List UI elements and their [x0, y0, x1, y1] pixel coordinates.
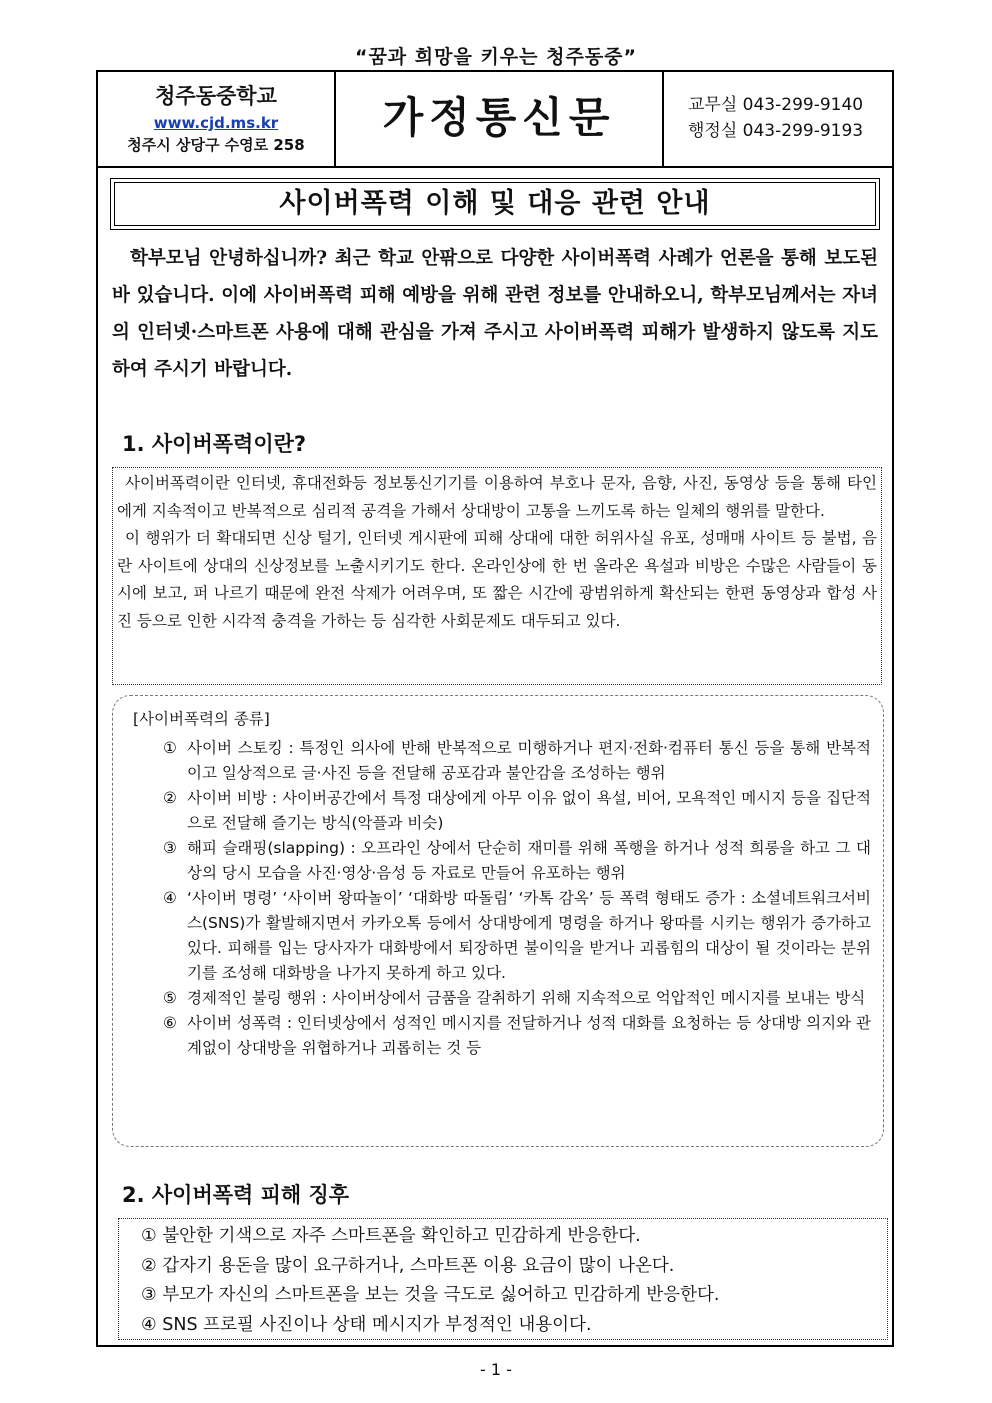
- academic-office-phone: 교무실 043-299-9140: [688, 95, 864, 115]
- definition-paragraph-1: 사이버폭력이란 인터넷, 휴대전화등 정보통신기기를 이용하여 부호나 문자, 음향, 사진, 동영상 등을 통해 타인에게 지속적이고 반복적으로 심리적 공격을 가해서 상대방이 고통을 느끼도록 하는 일체의 행위를 말한다.: [117, 474, 877, 520]
- section-2-heading: 2. 사이버폭력 피해 징후: [122, 1183, 350, 1207]
- school-name: 청주동중학교: [155, 84, 277, 108]
- type-item-text: 사이버 비방 : 사이버공간에서 특정 대상에게 아무 이유 없이 욕설, 비어, 모욕적인 메시지 등을 집단적으로 전달해 즐기는 방식(악플과 비슷): [187, 789, 871, 832]
- contact-info: [688, 92, 863, 144]
- type-item-number: ⑥: [163, 1014, 177, 1032]
- warning-sign-item: ③ 부모가 자신의 스마트폰을 보는 것을 극도로 싫어하고 민감하게 반응한다.: [141, 1285, 720, 1305]
- type-item: [133, 786, 871, 836]
- type-item-text: 사이버 스토킹 : 특정인 의사에 반해 반복적으로 미행하거나 편지·전화·컴퓨터 통신 등을 통해 반복적이고 일상적으로 글·사진 등을 전달해 공포감과 불안감을 조성하는 행위: [187, 739, 871, 782]
- definition-box: [112, 467, 882, 685]
- type-item-text: 경제적인 불링 행위 : 사이버상에서 금품을 갈취하기 위해 지속적으로 억압적인 메시지를 보내는 방식: [187, 989, 866, 1007]
- types-list: [133, 736, 871, 1061]
- intro-paragraph: 학부모님 안녕하십니까? 최근 학교 안팎으로 다양한 사이버폭력 사례가 언론을 통해 보도된 바 있습니다. 이에 사이버폭력 피해 예방을 위해 관련 정보를 안내하오니, 학부모님께서는 자녀의 인터넷·스마트폰 사용에 대해 관심을 가져 주시고 사이버폭력 피해가 발생하지 않도록 지도하여 주시기 바랍니다.: [112, 248, 878, 380]
- type-item-number: ⑤: [163, 989, 177, 1007]
- admin-office-phone: 행정실 043-299-9193: [688, 121, 864, 141]
- type-item: [133, 886, 871, 986]
- type-item-number: ①: [163, 739, 177, 757]
- warning-sign-item: ② 갑자기 용돈을 많이 요구하거나, 스마트폰 이용 요금이 많이 나온다.: [141, 1255, 675, 1276]
- subject-title: 사이버폭력 이해 및 대응 관련 안내: [114, 182, 876, 226]
- type-item-number: ③: [163, 839, 177, 857]
- page-number: - 1 -: [480, 1360, 512, 1379]
- type-item: [133, 1011, 871, 1061]
- definition-paragraph-2: 이 행위가 더 확대되면 신상 털기, 인터넷 게시판에 피해 상대에 대한 허위사실 유포, 성매매 사이트 등 불법, 음란 사이트에 상대의 신상정보를 노출시키기도 한다. 온라인상에 한 번 올라온 욕설과 비방은 수많은 사람들이 동시에 보고, 퍼 나르기 때문에 완전 삭제가 어려우며, 또 짧은 시간에 광범위하게 확산되는 한편 동영상과 합성 사진 등으로 인한 시각적 충격을 가하는 등 심각한 사회문제도 대두되고 있다.: [117, 529, 877, 630]
- type-item-number: ②: [163, 789, 177, 807]
- subject-box: [110, 178, 880, 230]
- school-slogan: “꿈과 희망을 키우는 청주동중”: [354, 46, 638, 68]
- warning-signs-box: [118, 1218, 888, 1340]
- warning-sign-item: ① 불안한 기색으로 자주 스마트폰을 확인하고 민감하게 반응한다.: [141, 1226, 641, 1246]
- document-title: 가정통신문: [336, 72, 664, 166]
- school-address: 청주시 상당구 수영로 258: [127, 136, 305, 154]
- document-frame: [96, 70, 894, 1347]
- types-title: [사이버폭력의 종류]: [133, 710, 270, 728]
- type-item-text: ‘사이버 명령’ ‘사이버 왕따놀이’ ‘대화방 따돌림’ ‘카톡 감옥’ 등 폭력 형태도 증가 : 소셜네트워크서비스(SNS)가 활발해지면서 카카오톡 등에서 상대방에게 명령을 하거나 왕따를 시키는 행위가 증가하고 있다. 피해를 입는 당사자가 대화방에서 퇴장하면 불이익을 받거나 괴롭힘의 대상이 될 것이라는 분위기를 조성해 대화방을 나가지 못하게 하고 있다.: [187, 889, 871, 982]
- letter-header: [98, 72, 892, 168]
- type-item-number: ④: [163, 889, 177, 907]
- school-info: [98, 72, 336, 166]
- type-item: [133, 836, 871, 886]
- school-website-link[interactable]: www.cjd.ms.kr: [153, 114, 279, 132]
- type-item-text: 해피 슬래핑(slapping) : 오프라인 상에서 단순히 재미를 위해 폭행을 하거나 성적 희롱을 하고 그 대상의 당시 모습을 사진·영상·음성 등 자료로 만들어 유포하는 행위: [187, 839, 871, 882]
- type-item: [133, 986, 871, 1011]
- section-1-heading: 1. 사이버폭력이란?: [122, 432, 307, 456]
- cyber-violence-types-box: [112, 695, 884, 1147]
- warning-sign-item: ④ SNS 프로필 사진이나 상태 메시지가 부정적인 내용이다.: [141, 1314, 592, 1335]
- type-item-text: 사이버 성폭력 : 인터넷상에서 성적인 메시지를 전달하거나 성적 대화를 요청하는 등 상대방 의지와 관계없이 상대방을 위협하거나 괴롭히는 것 등: [187, 1014, 871, 1057]
- type-item: [133, 736, 871, 786]
